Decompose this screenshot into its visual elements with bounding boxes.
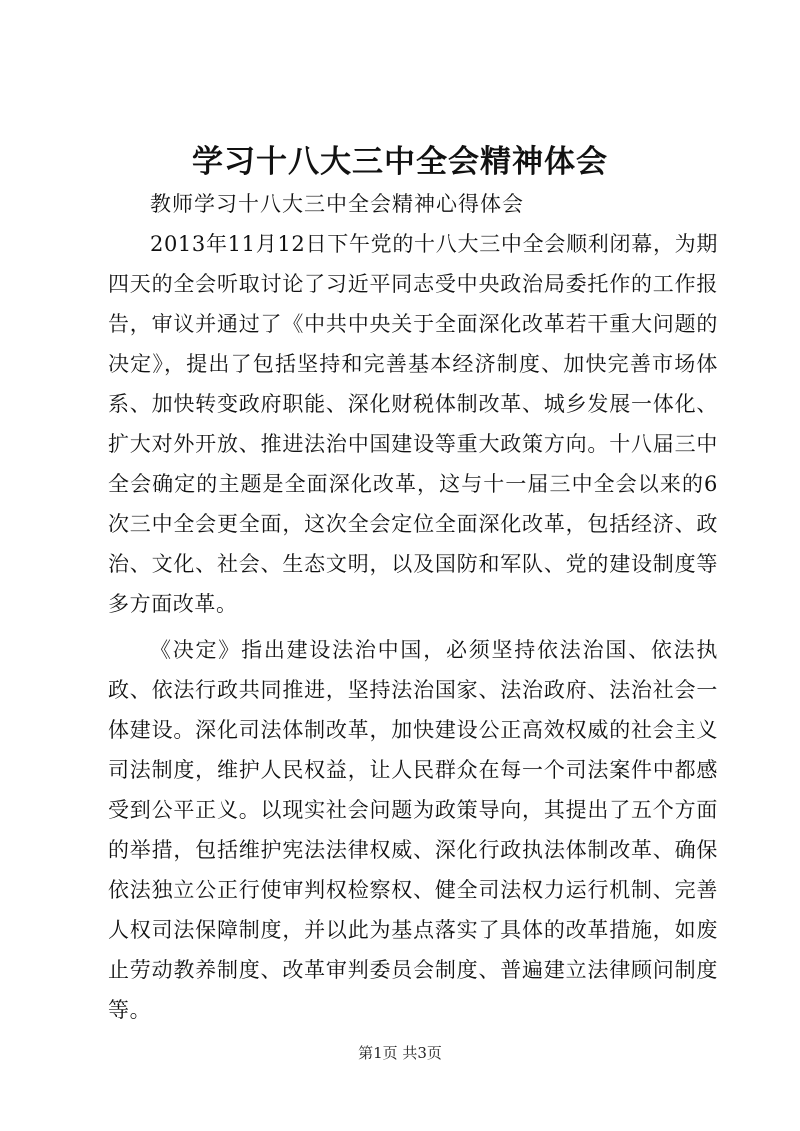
paragraph-1: 2013年11月12日下午党的十八大三中全会顺利闭幕，为期四天的全会听取讨论了习近平同志受中央政治局委托作的工作报告，审议并通过了《中共中央关于全面深化改革若干重大问题的决定》，提出了包括坚持和完善基本经济制度、加快完善市场体系、加快转变政府职能、深化财税体制改革、城乡发展一体化、扩大对外开放、推进法治中国建设等重大政策方向。十八届三中全会确定的主题是全面深化改革，这与十一届三中全会以来的6次三中全会更全面，这次全会定位全面深化改革，包括经济、政治、文化、社会、生态文明，以及国防和军队、党的建设制度等多方面改革。	[108, 232, 718, 616]
document-body	[108, 184, 718, 1036]
document-subtitle: 教师学习十八大三中全会精神心得体会	[150, 192, 524, 216]
page-number-footer: 第1页 共3页	[358, 1044, 442, 1062]
document-title: 学习十八大三中全会精神体会	[192, 144, 608, 180]
paragraph-2: 《决定》指出建设法治中国，必须坚持依法治国、依法执政、依法行政共同推进，坚持法治国家、法治政府、法治社会一体建设。深化司法体制改革，加快建设公正高效权威的社会主义司法制度，维护人民权益，让人民群众在每一个司法案件中都感受到公平正义。以现实社会问题为政策导向，其提出了五个方面的举措，包括维护宪法法律权威、深化行政执法体制改革、确保依法独立公正行使审判权检察权、健全司法权力运行机制、完善人权司法保障制度，并以此为基点落实了具体的改革措施，如废止劳动教养制度、改革审判委员会制度、普遍建立法律顾问制度等。	[108, 638, 718, 1022]
